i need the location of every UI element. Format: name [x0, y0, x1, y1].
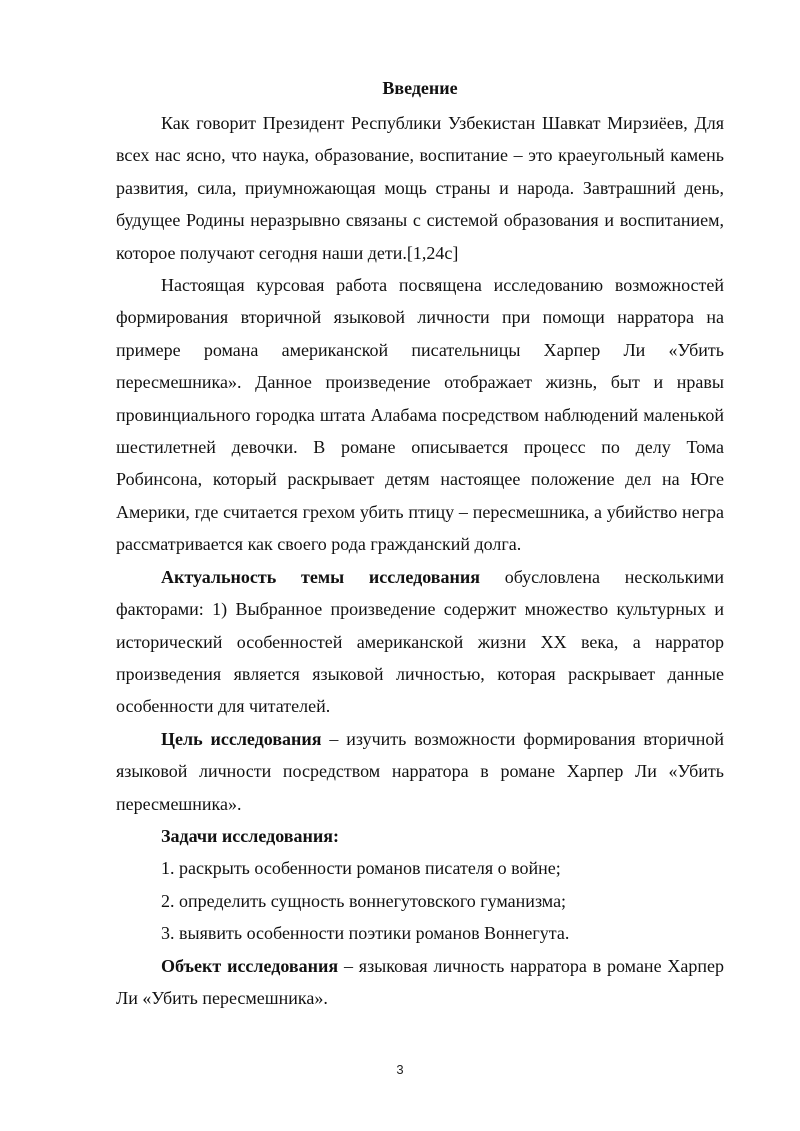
task-item: 2. определить сущность воннегутовского гуманизма; — [161, 890, 567, 911]
intro-paragraph: Как говорит Президент Республики Узбекистан Шавкат Мирзиёев, Для всех нас ясно, что наука, образование, воспитание – это краеугольный камень развития, сила, приумножающая мощь страны и народа. Завтрашний день, будущее Родины неразрывно связаны с системой образования и воспитанием, которое получают сегодня наши дети.[1,24с] — [116, 113, 724, 263]
object-text: – языковая личность нарратора в романе Харпер Ли «Убить пересмешника». — [116, 955, 724, 1008]
page-number: 3 — [396, 1062, 404, 1077]
goal-label: Цель исследования — [161, 728, 322, 749]
object-paragraph — [116, 950, 724, 1015]
relevance-text: обусловлена несколькими факторами: 1) Выбранное произведение содержит множество культурных и исторический особенностей американской жизни XX века, а нарратор произведения является языковой личностью, которая раскрывает данные особенности для читателей. — [116, 566, 725, 717]
object-label: Объект исследования — [161, 955, 339, 976]
tasks-heading: Задачи исследования: — [161, 825, 339, 846]
goal-text: – изучить возможности формирования вторичной языковой личности посредством нарратора в романе Харпер Ли «Убить пересмешника». — [116, 728, 724, 814]
task-item: 3. выявить особенности поэтики романов Воннегута. — [161, 923, 570, 944]
purpose-paragraph: Настоящая курсовая работа посвящена исследованию возможностей формирования вторичной языковой личности при помощи нарратора на примере романа американской писательницы Харпер Ли «Убить пересмешника». Данное произведение отображает жизнь, быт и нравы провинциального городка штата Алабама посредством наблюдений маленькой шестилетней девочки. В романе описывается процесс по делу Тома Робинсона, который раскрывает детям настоящее положение дел на Юге Америки, где считается грехом убить птицу – пересмешника, а убийство негра рассматривается как своего рода гражданский долга. — [116, 275, 724, 555]
document-page — [116, 74, 724, 1014]
task-item: 1. раскрыть особенности романов писателя о войне; — [161, 858, 561, 879]
relevance-paragraph — [116, 561, 724, 723]
relevance-label: Актуальность темы исследования — [161, 566, 480, 587]
document-title: Введение — [382, 78, 458, 98]
goal-paragraph — [116, 723, 724, 820]
